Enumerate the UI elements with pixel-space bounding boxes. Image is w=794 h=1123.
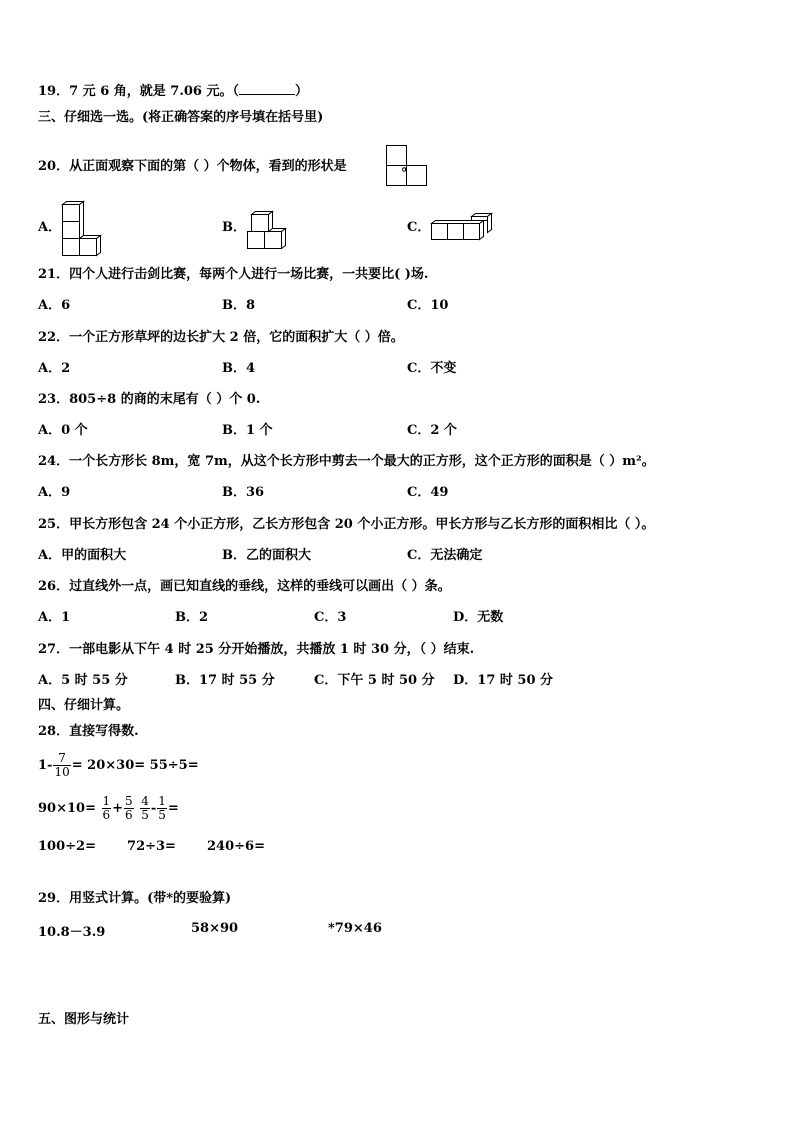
q28-r1-a-post: = bbox=[71, 758, 83, 773]
q25-stem: 25．甲长方形包含 24 个小正方形，乙长方形包含 20 个小正方形。甲长方形与乙长方形的面积相比（ ）。 bbox=[38, 517, 655, 532]
q28-r3-b: 72÷3= bbox=[127, 839, 176, 854]
q20-option-c-cubes bbox=[430, 213, 492, 243]
q29-item-3: *79×46 bbox=[328, 921, 382, 936]
q27-option-d[interactable]: D．17 时 50 分 bbox=[453, 673, 554, 688]
q20-option-a-label[interactable]: A． bbox=[38, 220, 62, 235]
q26-stem: 26．过直线外一点，画已知直线的垂线，这样的垂线可以画出（ ）条。 bbox=[38, 579, 451, 594]
q28-r2-frac-4: $\frac{1}{5}$ bbox=[158, 794, 166, 822]
q28-r2-frac-3: $\frac{4}{5}$ bbox=[141, 794, 149, 822]
q19-line bbox=[38, 82, 308, 101]
q20-text-before: 20．从正面观察下面的第（ ）个物体，看到的形状是 bbox=[38, 159, 347, 174]
q29-item-1: 10.8－3.9 bbox=[38, 925, 106, 940]
q28-r2-frac-2: $\frac{5}{6}$ bbox=[125, 794, 133, 822]
q22-option-c[interactable]: C．不变 bbox=[407, 361, 457, 376]
q20-front-view-shape bbox=[386, 145, 428, 187]
section-5-heading: 五、图形与统计 bbox=[38, 1012, 130, 1027]
q26-option-a[interactable]: A．1 bbox=[38, 610, 71, 625]
q28-r1-b: 20×30= bbox=[87, 758, 146, 773]
q22-option-b[interactable]: B．4 bbox=[222, 361, 256, 376]
section-4-heading: 四、仔细计算。 bbox=[38, 698, 130, 713]
q28-r2-op-plus: + bbox=[112, 801, 124, 816]
q28-title: 28．直接写得数. bbox=[38, 724, 139, 739]
q28-r1-a-pre: 1- bbox=[38, 758, 53, 773]
q28-r3-c: 240÷6= bbox=[207, 839, 265, 854]
q19-close: ） bbox=[294, 84, 308, 99]
q28-row-1 bbox=[38, 752, 199, 779]
q23-option-b[interactable]: B．1 个 bbox=[222, 423, 273, 438]
q25-option-c[interactable]: C．无法确定 bbox=[407, 548, 483, 563]
q26-option-d[interactable]: D．无数 bbox=[453, 610, 504, 625]
q20-option-a-cubes bbox=[60, 201, 104, 257]
q21-stem: 21．四个人进行击剑比赛，每两个人进行一场比赛，一共要比( )场. bbox=[38, 267, 429, 282]
q24-option-b[interactable]: B．36 bbox=[222, 485, 265, 500]
q20-option-b-label[interactable]: B． bbox=[222, 220, 246, 235]
q29-item-2: 58×90 bbox=[191, 921, 239, 936]
q21-option-a[interactable]: A．6 bbox=[38, 298, 71, 313]
q27-option-b[interactable]: B．17 时 55 分 bbox=[175, 673, 275, 688]
q28-r1-c: 55÷5= bbox=[149, 758, 199, 773]
q23-stem: 23．805÷8 的商的末尾有（ ）个 0. bbox=[38, 392, 261, 407]
q28-r2-frac-1: $\frac{1}{6}$ bbox=[102, 794, 111, 822]
q26-option-c[interactable]: C．3 bbox=[314, 610, 347, 625]
q28-r1-fraction: $\frac{7}{10}$ bbox=[54, 751, 70, 779]
q27-stem: 27．一部电影从下午 4 时 25 分开始播放，共播放 1 时 30 分，（ ）结束. bbox=[38, 642, 475, 657]
q28-r3-a: 100÷2= bbox=[38, 839, 96, 854]
q21-option-c[interactable]: C．10 bbox=[407, 298, 449, 313]
q19-answer-blank[interactable] bbox=[239, 82, 295, 95]
q24-stem: 24．一个长方形长 8m，宽 7m，从这个长方形中剪去一个最大的正方形，这个正方形的面积是（ ）m²。 bbox=[38, 454, 655, 469]
q20-option-b-cubes bbox=[245, 207, 291, 251]
q28-r2-eq: = bbox=[167, 801, 179, 816]
q28-r2-op-minus: - bbox=[150, 801, 157, 816]
q20-option-c-label[interactable]: C． bbox=[407, 220, 431, 235]
q25-option-b[interactable]: B．乙的面积大 bbox=[222, 548, 311, 563]
q28-row-3 bbox=[38, 839, 265, 854]
q19-text: 19．7 元 6 角，就是 7.06 元。（ bbox=[38, 84, 239, 99]
q26-option-b[interactable]: B．2 bbox=[175, 610, 209, 625]
q27-option-c[interactable]: C．下午 5 时 50 分 bbox=[314, 673, 435, 688]
q20-stem bbox=[38, 158, 415, 176]
q21-option-b[interactable]: B．8 bbox=[222, 298, 256, 313]
q20-text-after: 。 bbox=[401, 159, 415, 174]
section-3-heading: 三、仔细选一选。(将正确答案的序号填在括号里) bbox=[38, 110, 324, 125]
q27-option-a[interactable]: A．5 时 55 分 bbox=[38, 673, 128, 688]
q23-option-c[interactable]: C．2 个 bbox=[407, 423, 457, 438]
q23-option-a[interactable]: A．0 个 bbox=[38, 423, 88, 438]
q24-option-a[interactable]: A．9 bbox=[38, 485, 71, 500]
q24-option-c[interactable]: C．49 bbox=[407, 485, 449, 500]
q25-option-a[interactable]: A．甲的面积大 bbox=[38, 548, 127, 563]
q28-row-2 bbox=[38, 795, 179, 822]
q29-title: 29．用竖式计算。(带*的要验算) bbox=[38, 891, 232, 906]
q22-stem: 22．一个正方形草坪的边长扩大 2 倍，它的面积扩大（ ）倍。 bbox=[38, 330, 404, 345]
q28-r2-a: 90×10= bbox=[38, 801, 96, 816]
q22-option-a[interactable]: A．2 bbox=[38, 361, 71, 376]
